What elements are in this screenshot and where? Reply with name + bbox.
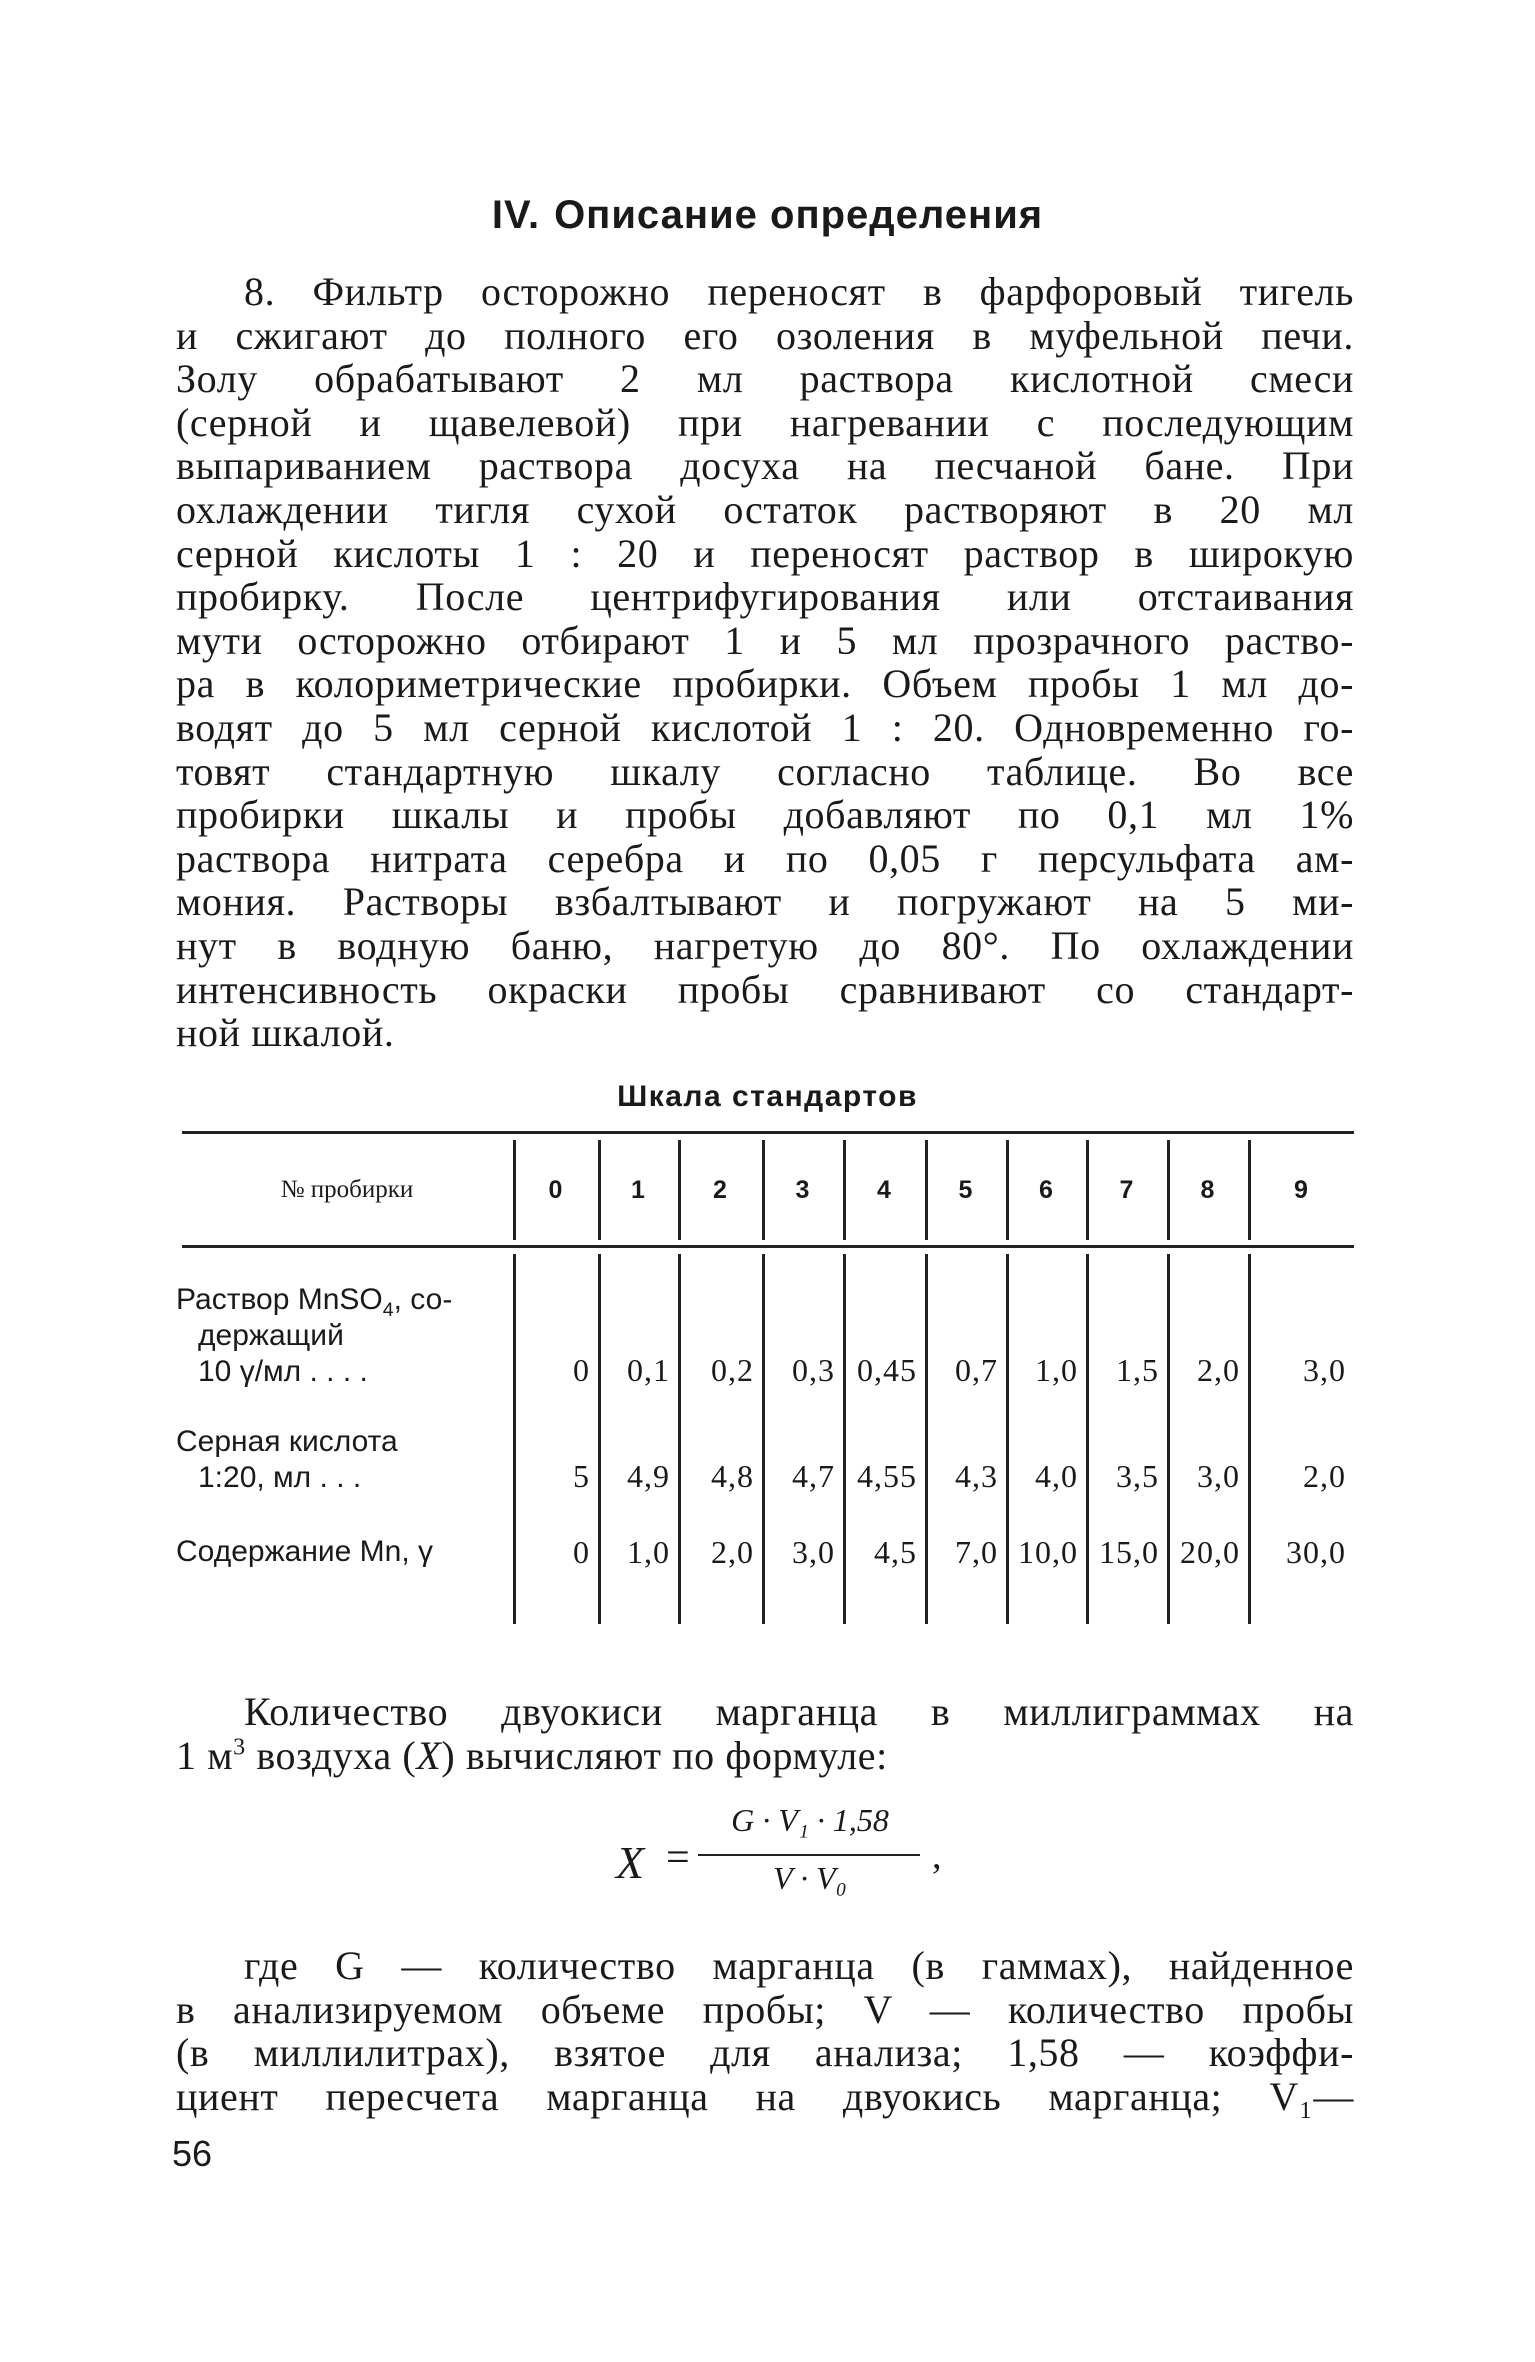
text-line: ра в колориметрические пробирки. Объем пробы 1 мл до-: [176, 661, 1354, 707]
text-line: мути осторожно отбирают 1 и 5 мл прозрачного раство-: [176, 617, 1354, 663]
superscript: 3: [233, 1734, 246, 1761]
text-line: и сжигают до полного его озоления в муфельной печи.: [176, 312, 1354, 358]
text-run: 1 м: [176, 1732, 234, 1778]
text-line: серной кислоты 1 : 20 и переносят раствор в широкую: [176, 530, 1354, 576]
column-header: 6: [1039, 1176, 1053, 1204]
text-line: мония. Растворы взбалтывают и погружают на 5 ми-: [176, 879, 1354, 925]
column-header: 5: [958, 1176, 973, 1204]
column-header: 2: [713, 1176, 727, 1204]
table-cell: 0,2: [711, 1352, 754, 1388]
row-label-part: , со-: [393, 1283, 453, 1316]
table-cell: 0,3: [792, 1352, 835, 1388]
text-run: воздуха (: [245, 1732, 417, 1778]
table-cell: 2,0: [1303, 1458, 1346, 1494]
row-label-part: Содержание Mn, γ: [176, 1535, 434, 1568]
row-label-part: держащий: [198, 1319, 344, 1352]
formula-lhs: X: [616, 1837, 645, 1888]
table-cell: 0,45: [857, 1352, 917, 1388]
column-header: 4: [877, 1176, 891, 1204]
table-cell: 15,0: [1099, 1534, 1159, 1570]
text-line: выпариванием раствора досуха на песчаной бане. При: [176, 443, 1354, 489]
text-line: в анализируемом объеме пробы; V — количество пробы: [176, 1986, 1354, 2032]
table-cell: 4,5: [874, 1534, 917, 1570]
table-cell: 3,0: [1303, 1352, 1346, 1388]
text-line: (серной и щавелевой) при нагревании с последующим: [176, 399, 1354, 445]
text-line: раствора нитрата серебра и по 0,05 г персульфата ам-: [176, 835, 1354, 881]
column-header: 7: [1119, 1176, 1134, 1204]
section-number: IV.: [491, 193, 541, 237]
formula-equals: =: [666, 1835, 690, 1881]
table-cell: 20,0: [1180, 1534, 1240, 1570]
table-cell: 3,0: [792, 1534, 835, 1570]
column-header: 9: [1294, 1176, 1308, 1204]
text-line: товят стандартную шкалу согласно таблице. Во все: [176, 748, 1354, 794]
section-title: Описание определения: [554, 193, 1044, 237]
column-header: 0: [548, 1176, 563, 1204]
formula-intro-paragraph: [176, 1690, 1354, 1777]
text-line: водят до 5 мл серной кислотой 1 : 20. Одновременно го-: [176, 704, 1354, 750]
table-cell: 1,0: [1035, 1352, 1078, 1388]
text-line: пробирку. После центрифугирования или отстаивания: [176, 574, 1354, 620]
text-line: (в миллилитрах), взятое для анализа; 1,58 — коэффи-: [176, 2030, 1354, 2076]
row-label-subscript: 4: [382, 1299, 394, 1321]
formula-numerator: G · V₁ · 1,58: [731, 1802, 889, 1838]
table-cell: 0,7: [955, 1352, 998, 1388]
text-line: интенсивность окраски пробы сравнивают со стандарт-: [176, 966, 1354, 1012]
formula-denominator: V · V₀: [773, 1860, 847, 1896]
text-line: [176, 1734, 1354, 1778]
text-line: нут в водную баню, нагретую до 80°. По охлаждении: [176, 922, 1354, 968]
table-caption: Шкала стандартов: [617, 1080, 918, 1113]
row-label-mnso4: [176, 1282, 496, 1390]
table-cell: 2,0: [1197, 1352, 1240, 1388]
table-cell: 4,9: [627, 1458, 670, 1494]
table-cell: 10,0: [1018, 1534, 1078, 1570]
text-line: Золу обрабатывают 2 мл раствора кислотной смеси: [176, 356, 1354, 402]
formula: [600, 1800, 1000, 1910]
text-line: циент пересчета марганца на двуокись марганца; V₁—: [176, 2073, 1354, 2119]
text-line: 8. Фильтр осторожно переносят в фарфоровый тигель: [244, 269, 1354, 314]
table-cell: 30,0: [1286, 1534, 1346, 1570]
table-cell: 1,5: [1116, 1352, 1159, 1388]
text-line: пробирки шкалы и пробы добавляют по 0,1 мл 1%: [176, 792, 1354, 838]
fraction-bar: [698, 1854, 920, 1856]
definitions-paragraph: [176, 1944, 1354, 2118]
row-label-part: 10 γ/мл . . . .: [198, 1355, 368, 1388]
table-cell: 5: [573, 1458, 590, 1494]
text-line: где G — количество марганца (в гаммах), найденное: [244, 1943, 1354, 1988]
table-cell: 2,0: [711, 1534, 754, 1570]
row-label-part: Раствор MnSO: [176, 1283, 383, 1316]
formula-comma: ,: [932, 1835, 942, 1877]
table-cell: 4,7: [792, 1458, 835, 1494]
table-cell: 1,0: [627, 1534, 670, 1570]
table-cell: 4,0: [1035, 1458, 1078, 1494]
row-label-part: 1:20, мл . . .: [198, 1461, 362, 1494]
table-cell: 3,0: [1197, 1458, 1240, 1494]
row-label-sulfuric-acid: [176, 1424, 496, 1496]
text-line: охлаждении тигля сухой остаток растворяют в 20 мл: [176, 486, 1354, 532]
table-header-rule: [182, 1245, 1354, 1248]
header-tube-number: № пробирки: [280, 1176, 414, 1203]
text-line: ной шкалой.: [176, 1010, 395, 1056]
column-header: 1: [631, 1176, 645, 1204]
table-cell: 3,5: [1116, 1458, 1159, 1494]
table-cell: 4,55: [857, 1458, 917, 1494]
table-cell: 0,1: [627, 1352, 670, 1388]
column-header: 8: [1200, 1176, 1215, 1204]
table-cell: 0: [573, 1534, 590, 1570]
table-top-rule: [182, 1131, 1354, 1134]
row-label-part: Серная кислота: [176, 1425, 398, 1458]
variable-x: X: [416, 1732, 442, 1778]
column-header: 3: [795, 1176, 810, 1204]
table-cell: 0: [573, 1352, 590, 1388]
text-line: Количество двуокиси марганца в миллиграммах на: [244, 1689, 1354, 1734]
table-cell: 4,8: [711, 1458, 754, 1494]
table-cell: 4,3: [955, 1458, 998, 1494]
row-label-mn-content: [176, 1534, 496, 1570]
text-run: ) вычисляют по формуле:: [441, 1732, 888, 1778]
table-cell: 7,0: [955, 1534, 998, 1570]
page-number: 56: [172, 2133, 213, 2174]
